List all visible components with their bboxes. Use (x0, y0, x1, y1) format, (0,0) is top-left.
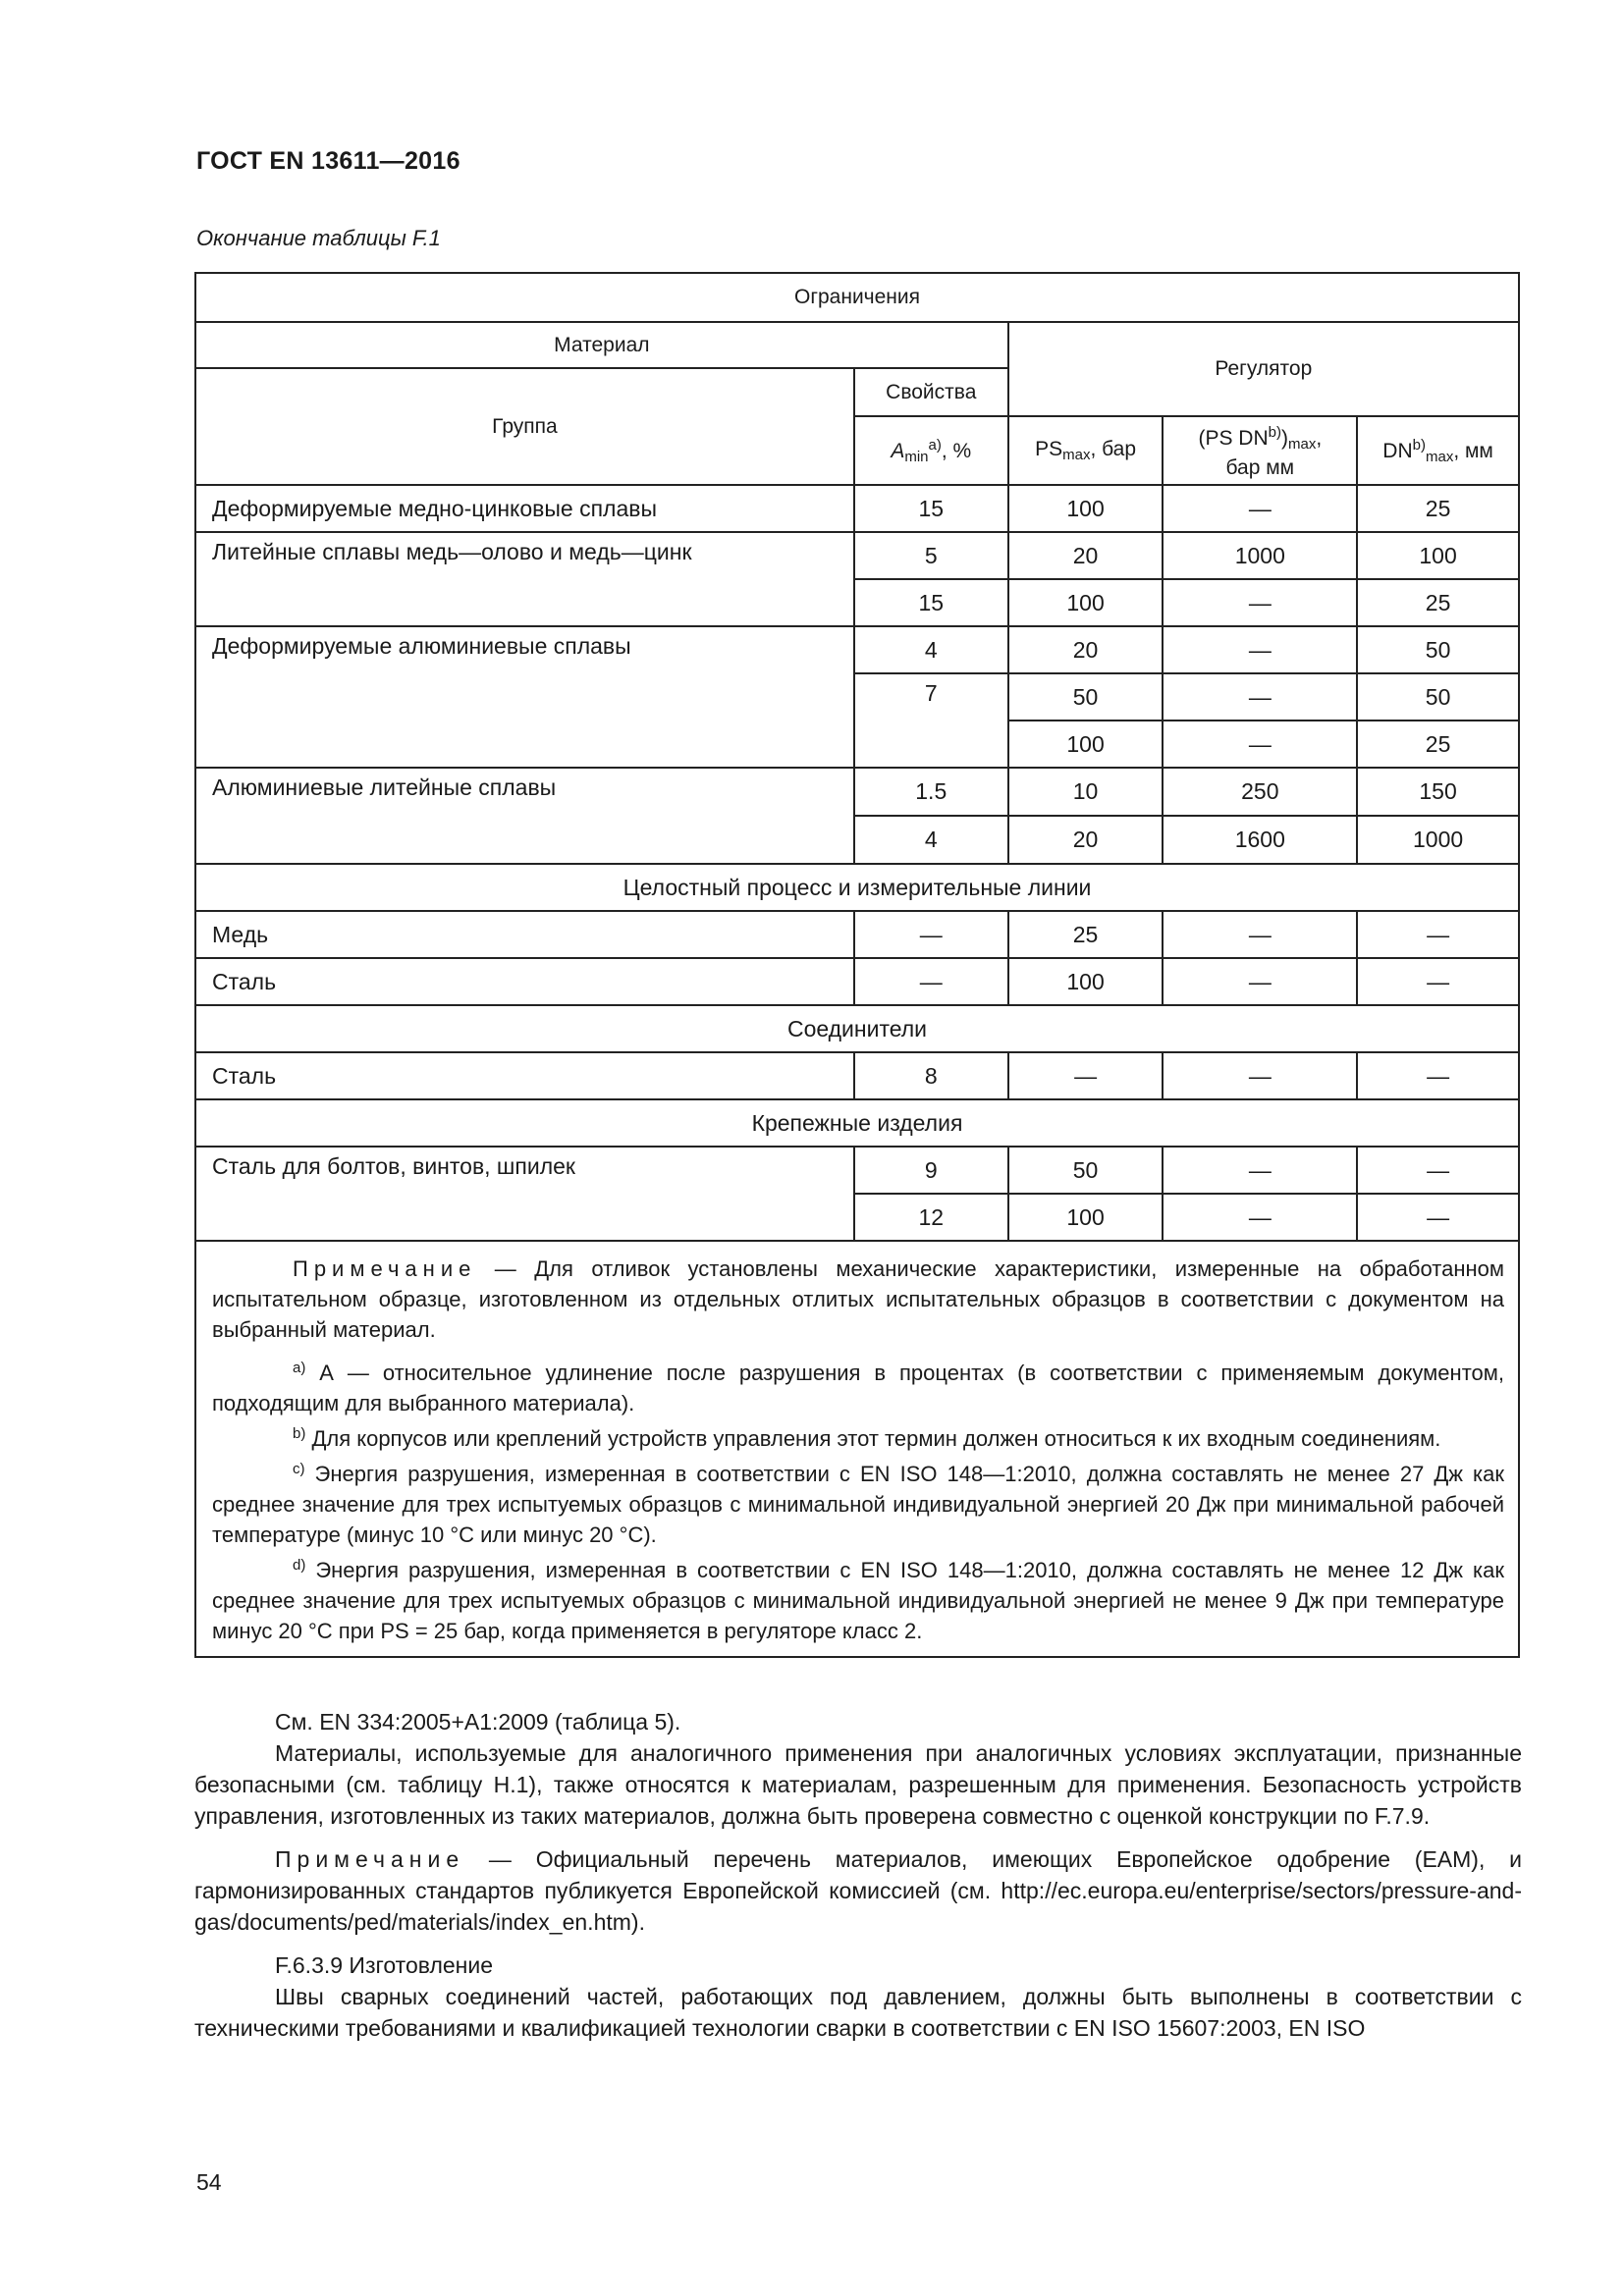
group-cell: Литейные сплавы медь—олово и медь—цинк (195, 532, 854, 626)
ps-cell: 50 (1008, 1147, 1164, 1194)
table-notes-row (195, 1241, 1519, 1657)
body-text (194, 1706, 1522, 2056)
amin-cell: 5 (854, 532, 1008, 579)
footnote-d: $^{d)}$ Энергия разрушения, измеренная в соответствии с EN ISO 148—1:2010, должна составлять не менее 12 Дж как среднее значение для трех испытуемых образцов с минимальной индивидуальной энергией не менее 9 Дж при температуре минус 20 °C при PS = 25 бар, когда применяется в регуляторе класс 2. (212, 1557, 1504, 1643)
psdn-cell: 250 (1163, 768, 1357, 816)
dn-cell: 25 (1357, 721, 1519, 768)
dn-cell: 1000 (1357, 816, 1519, 864)
section-connectors: Соединители (195, 1005, 1519, 1052)
table-row (195, 485, 1519, 532)
document-code: ГОСТ EN 13611—2016 (196, 147, 460, 175)
footnote-a: $^{a)}$ А — относительное удлинение после разрушения в процентах (в соответствии с применяемым документом, подходящим для выбранного материала). (212, 1360, 1504, 1415)
header-regulator: Регулятор (1008, 322, 1519, 416)
see-reference: См. EN 334:2005+А1:2009 (таблица 5). (275, 1709, 681, 1735)
footnote-c: $^{c)}$ Энергия разрушения, измеренная в соответствии с EN ISO 148—1:2010, должна составлять не менее 27 Дж как среднее значение для трех испытуемых образцов с минимальной индивидуальной энергией 20 Дж при минимальной рабочей температуре (минус 10 °C или минус 20 °C). (212, 1461, 1504, 1547)
dn-cell: — (1357, 1194, 1519, 1241)
group-cell: Алюминиевые литейные сплавы (195, 768, 854, 864)
group-cell: Сталь (195, 958, 854, 1005)
amin-cell: 15 (854, 485, 1008, 532)
dn-cell: — (1357, 1052, 1519, 1099)
welding-paragraph: Швы сварных соединений частей, работающих под давлением, должны быть выполнены в соответствии с техническими требованиями и квалификацией технологии сварки в соответствии с EN ISO 15607:2003, EN ISO (194, 1984, 1522, 2041)
ps-cell: 100 (1008, 579, 1164, 626)
ps-cell: 20 (1008, 816, 1164, 864)
table-notes (195, 1241, 1519, 1657)
header-amin: $A_{min}^{a)}$, % (854, 416, 1008, 485)
ps-cell: 10 (1008, 768, 1164, 816)
psdn-cell: — (1163, 1052, 1357, 1099)
header-material: Материал (195, 322, 1008, 368)
amin-cell: 4 (854, 816, 1008, 864)
table-section-row (195, 1099, 1519, 1147)
psdn-cell: 1000 (1163, 532, 1357, 579)
ps-cell: 20 (1008, 532, 1164, 579)
table-row (195, 626, 1519, 673)
amin-cell: 4 (854, 626, 1008, 673)
psdn-cell: — (1163, 721, 1357, 768)
psdn-cell: — (1163, 485, 1357, 532)
psdn-cell: — (1163, 626, 1357, 673)
section-fasteners: Крепежные изделия (195, 1099, 1519, 1147)
dn-cell: 25 (1357, 485, 1519, 532)
header-restrictions: Ограничения (195, 273, 1519, 322)
dn-cell: — (1357, 958, 1519, 1005)
dn-cell: 150 (1357, 768, 1519, 816)
table-row (195, 768, 1519, 816)
ps-cell: 100 (1008, 958, 1164, 1005)
amin-cell: 8 (854, 1052, 1008, 1099)
psdn-cell: — (1163, 911, 1357, 958)
psdn-cell: — (1163, 1194, 1357, 1241)
ps-cell: 20 (1008, 626, 1164, 673)
body-note: Примечание — Официальный перечень материалов, имеющих Европейское одобрение (EAM), и гармонизированных стандартов публикуется Европейской комиссией (см. http://ec.europa.eu/enterprise/sectors/pressure-and-gas/documents/ped/materials/index_en.htm). (194, 1846, 1522, 1935)
dn-cell: 50 (1357, 673, 1519, 721)
amin-cell: 9 (854, 1147, 1008, 1194)
dn-cell: 25 (1357, 579, 1519, 626)
footnote-b: $^{b)}$ Для корпусов или креплений устройств управления этот термин должен относиться к их входным соединениям. (293, 1425, 1441, 1451)
table-note: Примечание — Для отливок установлены механические характеристики, измеренные на обработанном испытательном образце, изготовленном из отдельных отлитых испытательных образцов в соответствии с документом на выбранный материал. (212, 1256, 1504, 1342)
header-dn-max: $DN^{b)}_{max}$, мм (1357, 416, 1519, 485)
psdn-cell: — (1163, 579, 1357, 626)
group-cell: Деформируемые алюминиевые сплавы (195, 626, 854, 768)
page-number: 54 (196, 2169, 222, 2195)
table-row (195, 532, 1519, 579)
dn-cell: 100 (1357, 532, 1519, 579)
psdn-cell: 1600 (1163, 816, 1357, 864)
group-cell: Сталь (195, 1052, 854, 1099)
ps-cell: 50 (1008, 673, 1164, 721)
restrictions-table (194, 272, 1520, 1658)
ps-cell: 100 (1008, 1194, 1164, 1241)
dn-cell: — (1357, 911, 1519, 958)
ps-cell: — (1008, 1052, 1164, 1099)
psdn-cell: — (1163, 1147, 1357, 1194)
amin-cell: 1.5 (854, 768, 1008, 816)
table-row (195, 958, 1519, 1005)
psdn-cell: — (1163, 958, 1357, 1005)
materials-paragraph: Материалы, используемые для аналогичного применения при аналогичных условиях эксплуатации, признанные безопасными (см. таблицу Н.1), также относятся к материалам, разрешенным для применения. Безопасность устройств управления, изготовленных из таких материалов, должна быть проверена совместно с оценкой конструкции по F.7.9. (194, 1740, 1522, 1829)
header-group: Группа (195, 368, 854, 485)
dn-cell: 50 (1357, 626, 1519, 673)
table-row (195, 1147, 1519, 1194)
ps-cell: 100 (1008, 485, 1164, 532)
table-row (195, 1052, 1519, 1099)
amin-cell: 15 (854, 579, 1008, 626)
group-cell: Деформируемые медно-цинковые сплавы (195, 485, 854, 532)
amin-cell: 7 (854, 673, 1008, 768)
table-section-row (195, 864, 1519, 911)
header-ps-dn-max: (PS $DN^{b)})_{max}$, бар мм (1163, 416, 1357, 485)
amin-cell: 12 (854, 1194, 1008, 1241)
header-properties: Свойства (854, 368, 1008, 416)
section-process-lines: Целостный процесс и измерительные линии (195, 864, 1519, 911)
group-cell: Сталь для болтов, винтов, шпилек (195, 1147, 854, 1241)
header-ps-max: $PS_{max}$, бар (1008, 416, 1164, 485)
ps-cell: 100 (1008, 721, 1164, 768)
ps-cell: 25 (1008, 911, 1164, 958)
table-header-row (195, 273, 1519, 322)
section-heading: F.6.3.9 Изготовление (275, 1952, 493, 1978)
table-continuation-caption: Окончание таблицы F.1 (196, 226, 441, 250)
amin-cell: — (854, 911, 1008, 958)
table-row (195, 911, 1519, 958)
table-section-row (195, 1005, 1519, 1052)
psdn-cell: — (1163, 673, 1357, 721)
amin-cell: — (854, 958, 1008, 1005)
table-header-row (195, 322, 1519, 368)
dn-cell: — (1357, 1147, 1519, 1194)
group-cell: Медь (195, 911, 854, 958)
